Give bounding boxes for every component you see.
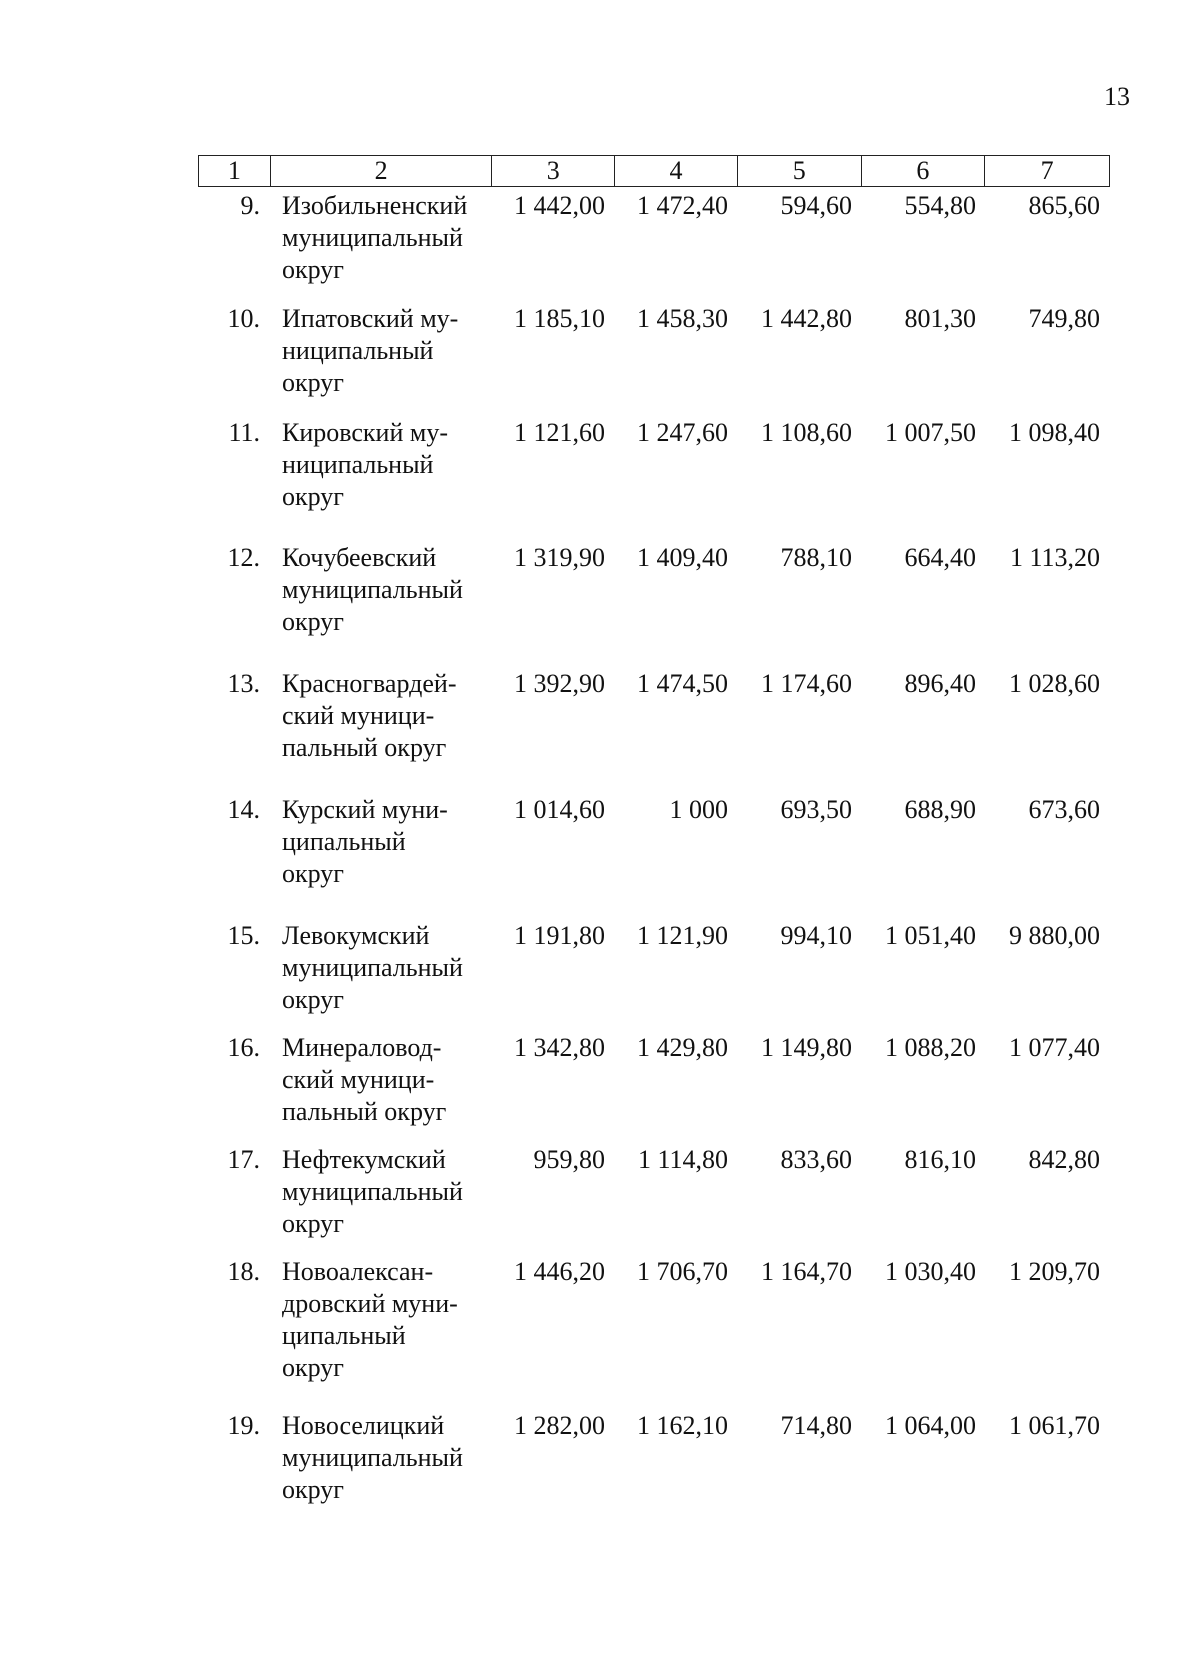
- table-row: [198, 1144, 1110, 1240]
- row-number: 16.: [227, 1033, 260, 1062]
- row-number: 14.: [227, 795, 260, 824]
- value-col-5: 1 108,60: [761, 418, 852, 447]
- table-row: [198, 303, 1110, 399]
- value-col-7: 1 113,20: [1009, 543, 1100, 572]
- value-col-5: 833,60: [780, 1145, 852, 1174]
- row-number: 15.: [227, 921, 260, 950]
- value-col-4: 1 162,10: [637, 1411, 728, 1440]
- row-number: 13.: [227, 669, 260, 698]
- value-col-6: 688,90: [904, 795, 976, 824]
- table-row: [198, 668, 1110, 764]
- value-col-7: 1 209,70: [1009, 1257, 1100, 1286]
- value-col-3: 1 282,00: [514, 1411, 605, 1440]
- value-col-7: 865,60: [1028, 191, 1100, 220]
- value-col-3: 1 446,20: [514, 1257, 605, 1286]
- value-col-6: 816,10: [904, 1145, 976, 1174]
- value-col-4: 1 706,70: [637, 1257, 728, 1286]
- district-name: Ипатовский му- ниципальный округ: [282, 304, 459, 397]
- value-col-4: 1 000: [669, 795, 728, 824]
- value-col-5: 1 149,80: [761, 1033, 852, 1062]
- district-name: Минераловод- ский муници- пальный округ: [282, 1033, 447, 1126]
- value-col-6: 1 030,40: [885, 1257, 976, 1286]
- value-col-5: 994,10: [780, 921, 852, 950]
- header-cell-3: 3: [492, 156, 615, 186]
- value-col-7: 1 061,70: [1009, 1411, 1100, 1440]
- table-row: [198, 190, 1110, 286]
- header-cell-7: 7: [1040, 156, 1054, 185]
- header-cell-6: 6: [862, 156, 986, 186]
- district-name: Новоселицкий муниципальный округ: [282, 1411, 463, 1504]
- district-name: Левокумский муниципальный округ: [282, 921, 463, 1014]
- value-col-7: 1 077,40: [1009, 1033, 1100, 1062]
- district-name: Кировский му- ниципальный округ: [282, 418, 448, 511]
- value-col-3: 1 342,80: [514, 1033, 605, 1062]
- value-col-5: 693,50: [780, 795, 852, 824]
- value-col-7: 1 028,60: [1009, 669, 1100, 698]
- table-row: [198, 794, 1110, 890]
- value-col-5: 1 164,70: [761, 1257, 852, 1286]
- district-name: Курский муни- ципальный округ: [282, 795, 448, 888]
- value-col-4: 1 121,90: [637, 921, 728, 950]
- table-row: [198, 920, 1110, 1016]
- table-row: [198, 1256, 1110, 1384]
- value-col-3: 1 392,90: [514, 669, 605, 698]
- row-number: 18.: [227, 1257, 260, 1286]
- row-number: 10.: [227, 304, 260, 333]
- district-name: Нефтекумский муниципальный округ: [282, 1145, 463, 1238]
- value-col-3: 1 185,10: [514, 304, 605, 333]
- value-col-6: 1 088,20: [885, 1033, 976, 1062]
- value-col-5: 594,60: [780, 191, 852, 220]
- page-number: 13: [1104, 82, 1130, 111]
- value-col-4: 1 247,60: [637, 418, 728, 447]
- value-col-5: 788,10: [780, 543, 852, 572]
- value-col-4: 1 472,40: [637, 191, 728, 220]
- value-col-5: 1 442,80: [761, 304, 852, 333]
- table-header: [198, 155, 1110, 187]
- value-col-6: 1 007,50: [885, 418, 976, 447]
- table-row: [198, 1410, 1110, 1506]
- value-col-4: 1 458,30: [637, 304, 728, 333]
- row-number: 17.: [227, 1145, 260, 1174]
- value-col-4: 1 429,80: [637, 1033, 728, 1062]
- value-col-3: 1 121,60: [514, 418, 605, 447]
- value-col-4: 1 474,50: [637, 669, 728, 698]
- district-name: Изобильненский муниципальный округ: [282, 191, 468, 284]
- value-col-4: 1 114,80: [637, 1145, 728, 1174]
- value-col-3: 1 014,60: [514, 795, 605, 824]
- district-name: Красногвардей- ский муници- пальный округ: [282, 669, 457, 762]
- value-col-4: 1 409,40: [637, 543, 728, 572]
- value-col-7: 1 098,40: [1009, 418, 1100, 447]
- district-name: Новоалексан- дровский муни- ципальный округ: [282, 1257, 458, 1382]
- value-col-7: 9 880,00: [1009, 921, 1100, 950]
- row-number: 11.: [228, 418, 260, 447]
- value-col-3: 1 191,80: [514, 921, 605, 950]
- header-cell-1: 1: [199, 156, 271, 186]
- header-cell-4: 4: [615, 156, 738, 186]
- value-col-7: 673,60: [1028, 795, 1100, 824]
- header-cell-5: 5: [738, 156, 862, 186]
- value-col-7: 749,80: [1028, 304, 1100, 333]
- value-col-5: 1 174,60: [761, 669, 852, 698]
- value-col-6: 554,80: [904, 191, 976, 220]
- value-col-6: 896,40: [904, 669, 976, 698]
- value-col-3: 959,80: [533, 1145, 605, 1174]
- value-col-6: 801,30: [904, 304, 976, 333]
- row-number: 19.: [227, 1411, 260, 1440]
- district-name: Кочубеевский муниципальный округ: [282, 543, 463, 636]
- row-number: 12.: [227, 543, 260, 572]
- table-row: [198, 417, 1110, 513]
- table-row: [198, 1032, 1110, 1128]
- value-col-6: 1 064,00: [885, 1411, 976, 1440]
- row-number: 9.: [240, 191, 260, 220]
- value-col-5: 714,80: [780, 1411, 852, 1440]
- value-col-7: 842,80: [1028, 1145, 1100, 1174]
- value-col-6: 664,40: [904, 543, 976, 572]
- header-cell-2: 2: [271, 156, 493, 186]
- value-col-3: 1 319,90: [514, 543, 605, 572]
- value-col-3: 1 442,00: [514, 191, 605, 220]
- value-col-6: 1 051,40: [885, 921, 976, 950]
- table-row: [198, 542, 1110, 638]
